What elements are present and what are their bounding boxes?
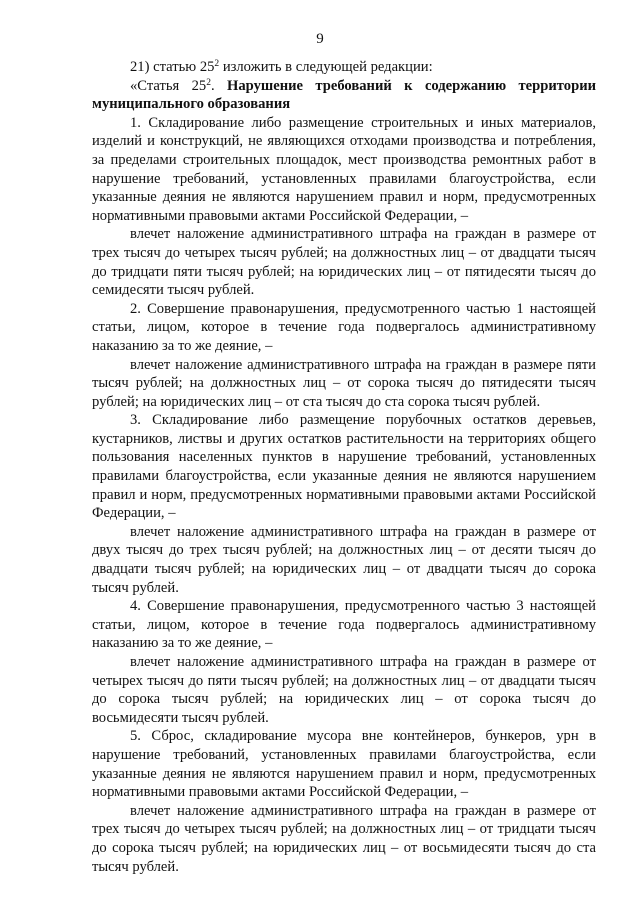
- paragraph-part-3: 3. Складирование либо размещение порубочных остатков деревьев, кустарников, листвы и других остатков растительности на территориях общего пользования населенных пунктов в нарушение требований, установленных правилами благоустройства, если указанные деяния не являются нарушением правил и норм, предусмотренных нормативными правовыми актами Российской Федерации, –: [92, 412, 596, 522]
- paragraph-part-1: 1. Складирование либо размещение строительных и иных материалов, изделий и конструкций, не являющихся отходами производства и потребления, за пределами строительных площадок, мест производства ремонтных работ в нарушение требований, установленных правилами благоустройства, если указанные деяния не являются нарушением правил и норм, предусмотренных нормативными правовыми актами Российской Федерации, –: [92, 114, 596, 224]
- article-heading-superscript: 2: [206, 77, 211, 88]
- page-number: 9: [316, 31, 324, 47]
- amendment-intro-superscript: 2: [214, 59, 220, 69]
- document-body: [92, 58, 596, 876]
- paragraph-penalty-3: влечет наложение административного штрафа на граждан в размере от двух тысяч до трех тысяч рублей; на должностных лиц – от десяти тысяч до двадцати тысяч рублей; на юридических лиц – от двадцати тысяч до сорока тысяч рублей.: [92, 523, 596, 596]
- paragraph-penalty-4: влечет наложение административного штрафа на граждан в размере от четырех тысяч до пяти тысяч рублей; на должностных лиц – от двадцати тысяч до сорока тысяч рублей; на юридических лиц – от сорока тысяч до восьмидесяти тысяч рублей.: [92, 654, 596, 726]
- article-heading-title: Нарушение требований к содержанию территории муниципального образования: [92, 77, 597, 113]
- article-heading-prefix: «Статья 25: [130, 77, 207, 94]
- amendment-intro-text: 21) статью 25: [130, 59, 215, 75]
- article-heading-dot: .: [210, 77, 228, 94]
- paragraph-part-4: 4. Совершение правонарушения, предусмотренного частью 3 настоящей статьи, лицом, которое в течение года подвергалось административному наказанию за то же деяние, –: [92, 598, 596, 652]
- paragraph-penalty-2: влечет наложение административного штрафа на граждан в размере пяти тысяч рублей; на должностных лиц – от сорока тысяч до пятидесяти тысяч рублей; на юридических лиц – от ста тысяч до ста сорока тысяч рублей.: [92, 356, 596, 410]
- paragraph-penalty-5: влечет наложение административного штрафа на граждан в размере от трех тысяч до четырех тысяч рублей; на должностных лиц – от тридцати тысяч до сорока тысяч рублей; на юридических лиц – от восьмидесяти тысяч до ста тысяч рублей.: [92, 802, 596, 875]
- paragraph-penalty-1: влечет наложение административного штрафа на граждан в размере от трех тысяч до четырех тысяч рублей; на должностных лиц – от двадцати тысяч до тридцати пяти тысяч рублей; на юридических лиц – от пятидесяти тысяч до семидесяти тысяч рублей.: [92, 226, 596, 299]
- paragraph-part-2: 2. Совершение правонарушения, предусмотренного частью 1 настоящей статьи, лицом, которое в течение года подвергалось административному наказанию за то же деяние, –: [92, 300, 596, 354]
- article-heading: [92, 77, 596, 114]
- amendment-intro: [92, 58, 596, 77]
- paragraph-part-5: 5. Сброс, складирование мусора вне контейнеров, бункеров, урн в нарушение требований, установленных правилами благоустройства, если указанные деяния не являются нарушением правил и норм, предусмотренных нормативными правовыми актами Российской Федерации, –: [92, 728, 596, 801]
- amendment-intro-suffix: изложить в следующей редакции:: [219, 59, 433, 75]
